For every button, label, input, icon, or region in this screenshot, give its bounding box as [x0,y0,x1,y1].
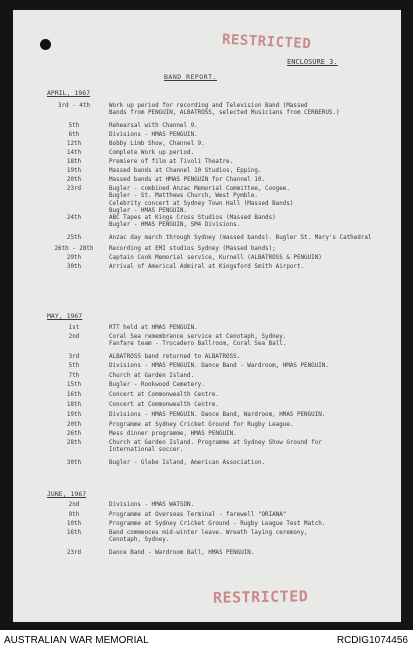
entry-description: Complete Work up period. [109,150,195,156]
entry-date: 19th [66,412,82,418]
entry-date: 23rd [66,550,82,556]
entry-date: 12th [66,141,82,147]
entry-date: 30th [66,264,82,270]
entry-description: Programme at Sydney Cricket Ground for Rugby League. [109,422,294,428]
entry-description: Programme at Sydney Cricket Ground - Rugby League Test Match. [109,521,326,527]
entry-description: Church at Garden Island. Programme at Sydney Show Ground for International soccer. [109,440,322,454]
entry-description: ABC Tapes at Kings Cross Studios (Massed Bands) Bugler - HMAS PENGUIN, SM4 Divisions. [109,215,276,229]
entry-date: 3rd - 4th [58,103,90,109]
entry-description: Divisions - HMAS PENGUIN. Dance Band - Wardroom, HMAS PENGUIN. [109,363,329,369]
entry-date: 23rd [66,186,82,192]
entry-date: 15th [66,382,82,388]
entry-description: Programme at Overseas Terminal - farewell "ORIANA" [109,512,287,518]
month-heading: APRIL, 1967 [47,89,91,97]
entry-description: Premiere of film at Tivoli Theatre. [109,159,234,165]
month-heading: JUNE, 1967 [47,490,87,498]
entry-description: Recording at EMI studios Sydney (Massed bands); [109,246,276,252]
entry-date: 14th [66,150,82,156]
document-title: BAND REPORT. [164,73,217,81]
archive-credit: AUSTRALIAN WAR MEMORIAL [4,635,149,646]
month-heading: MAY, 1967 [47,312,83,320]
entry-description: Coral Sea remembrance service at Cenotaph, Sydney. Fanfare team - Trocadero Ballroom, Coral Sea Ball. [109,334,287,348]
entry-description: Work up period for recording and Television Band (Massed Bands from PENGUIN, ALBATROSS, selected Musicians from CERBERUS.) [109,103,340,117]
document-page [13,10,401,622]
entry-date: 29th [66,255,82,261]
entry-description: Arrival of Americal Admiral at Kingsford Smith Airport. [109,264,305,270]
restricted-stamp-bottom: RESTRICTED [212,587,309,607]
entry-date: 3rd [68,354,80,360]
entry-date: 7th [68,373,80,379]
entry-date: 5th [68,363,80,369]
entry-date: 18th [66,159,82,165]
entry-description: Divisions - HMAS PENGUIN. [109,132,198,138]
entry-date: 28th [66,440,82,446]
entry-date: 24th [66,215,82,221]
entry-date: 18th [66,402,82,408]
entry-date: 16th [66,530,82,536]
entry-date: 1st [68,325,80,331]
entry-description: Concert at Commonwealth Centre. [109,392,219,398]
entry-description: RTT held at HMAS PENGUIN. [109,325,198,331]
entry-date: 30th [66,460,82,466]
entry-date: 9th [68,512,80,518]
entry-date: 26th - 28th [54,246,94,252]
restricted-stamp-top: RESTRICTED [221,31,312,53]
entry-description: Bugler - Rookwood Cemetery. [109,382,205,388]
entry-date: 20th [66,422,82,428]
entry-description: Divisions - HMAS PENGUIN. Dance Band, Wardroom, HMAS PENGUIN. [109,412,326,418]
entry-date: 25th [66,235,82,241]
entry-description: Captain Cook Memorial service, Kurnell (ALBATROSS & PENGUIN) [109,255,322,261]
entry-date: 6th [68,132,80,138]
entry-date: 2nd [68,502,80,508]
entry-description: Bobby Limb Show, Channel 9. [109,141,205,147]
enclosure-label: ENCLOSURE 3. [287,58,338,66]
entry-date: 20th [66,177,82,183]
entry-description: Massed bands at HMAS PENGUIN for Channel 10. [109,177,266,183]
record-id: RCDIG1074456 [336,635,408,646]
entry-date: 2nd [68,334,80,340]
entry-date: 10th [66,521,82,527]
entry-description: Dance Band - Wardroom Ball, HMAS PENGUIN. [109,550,255,556]
entry-description: Bugler - Glebe Island, American Association. [109,460,266,466]
entry-description: Massed bands at Channel 10 Studios, Epping. [109,168,262,174]
entry-date: 16th [66,392,82,398]
entry-date: 5th [68,123,80,129]
entry-description: Band commences mid-winter leave. Wreath laying ceremony, Cenotaph, Sydney. [109,530,308,544]
entry-description: ALBATROSS band returned to ALBATROSS. [109,354,241,360]
entry-description: Concert at Commonwealth Centre. [109,402,219,408]
punch-hole [40,39,51,50]
entry-description: Divisions - HMAS WATSON. [109,502,195,508]
entry-description: Bugler - combined Anzac Memorial Committee, Coogee. Bugler - St. Matthews Church, West Pymble. Celebrity concert at Sydney Town Hall (Massed Bands) Bugler - HMAS PENGUIN. [109,186,294,215]
entry-description: Mess dinner programme, HMAS PENGUIN. [109,431,237,437]
entry-description: Rehearsal with Channel 9. [109,123,198,129]
entry-description: Church at Garden Island. [109,373,195,379]
entry-date: 19th [66,168,82,174]
entry-date: 26th [66,431,82,437]
entry-description: Anzac day march through Sydney (massed bands). Bugler St. Mary's Cathedral [109,235,372,241]
